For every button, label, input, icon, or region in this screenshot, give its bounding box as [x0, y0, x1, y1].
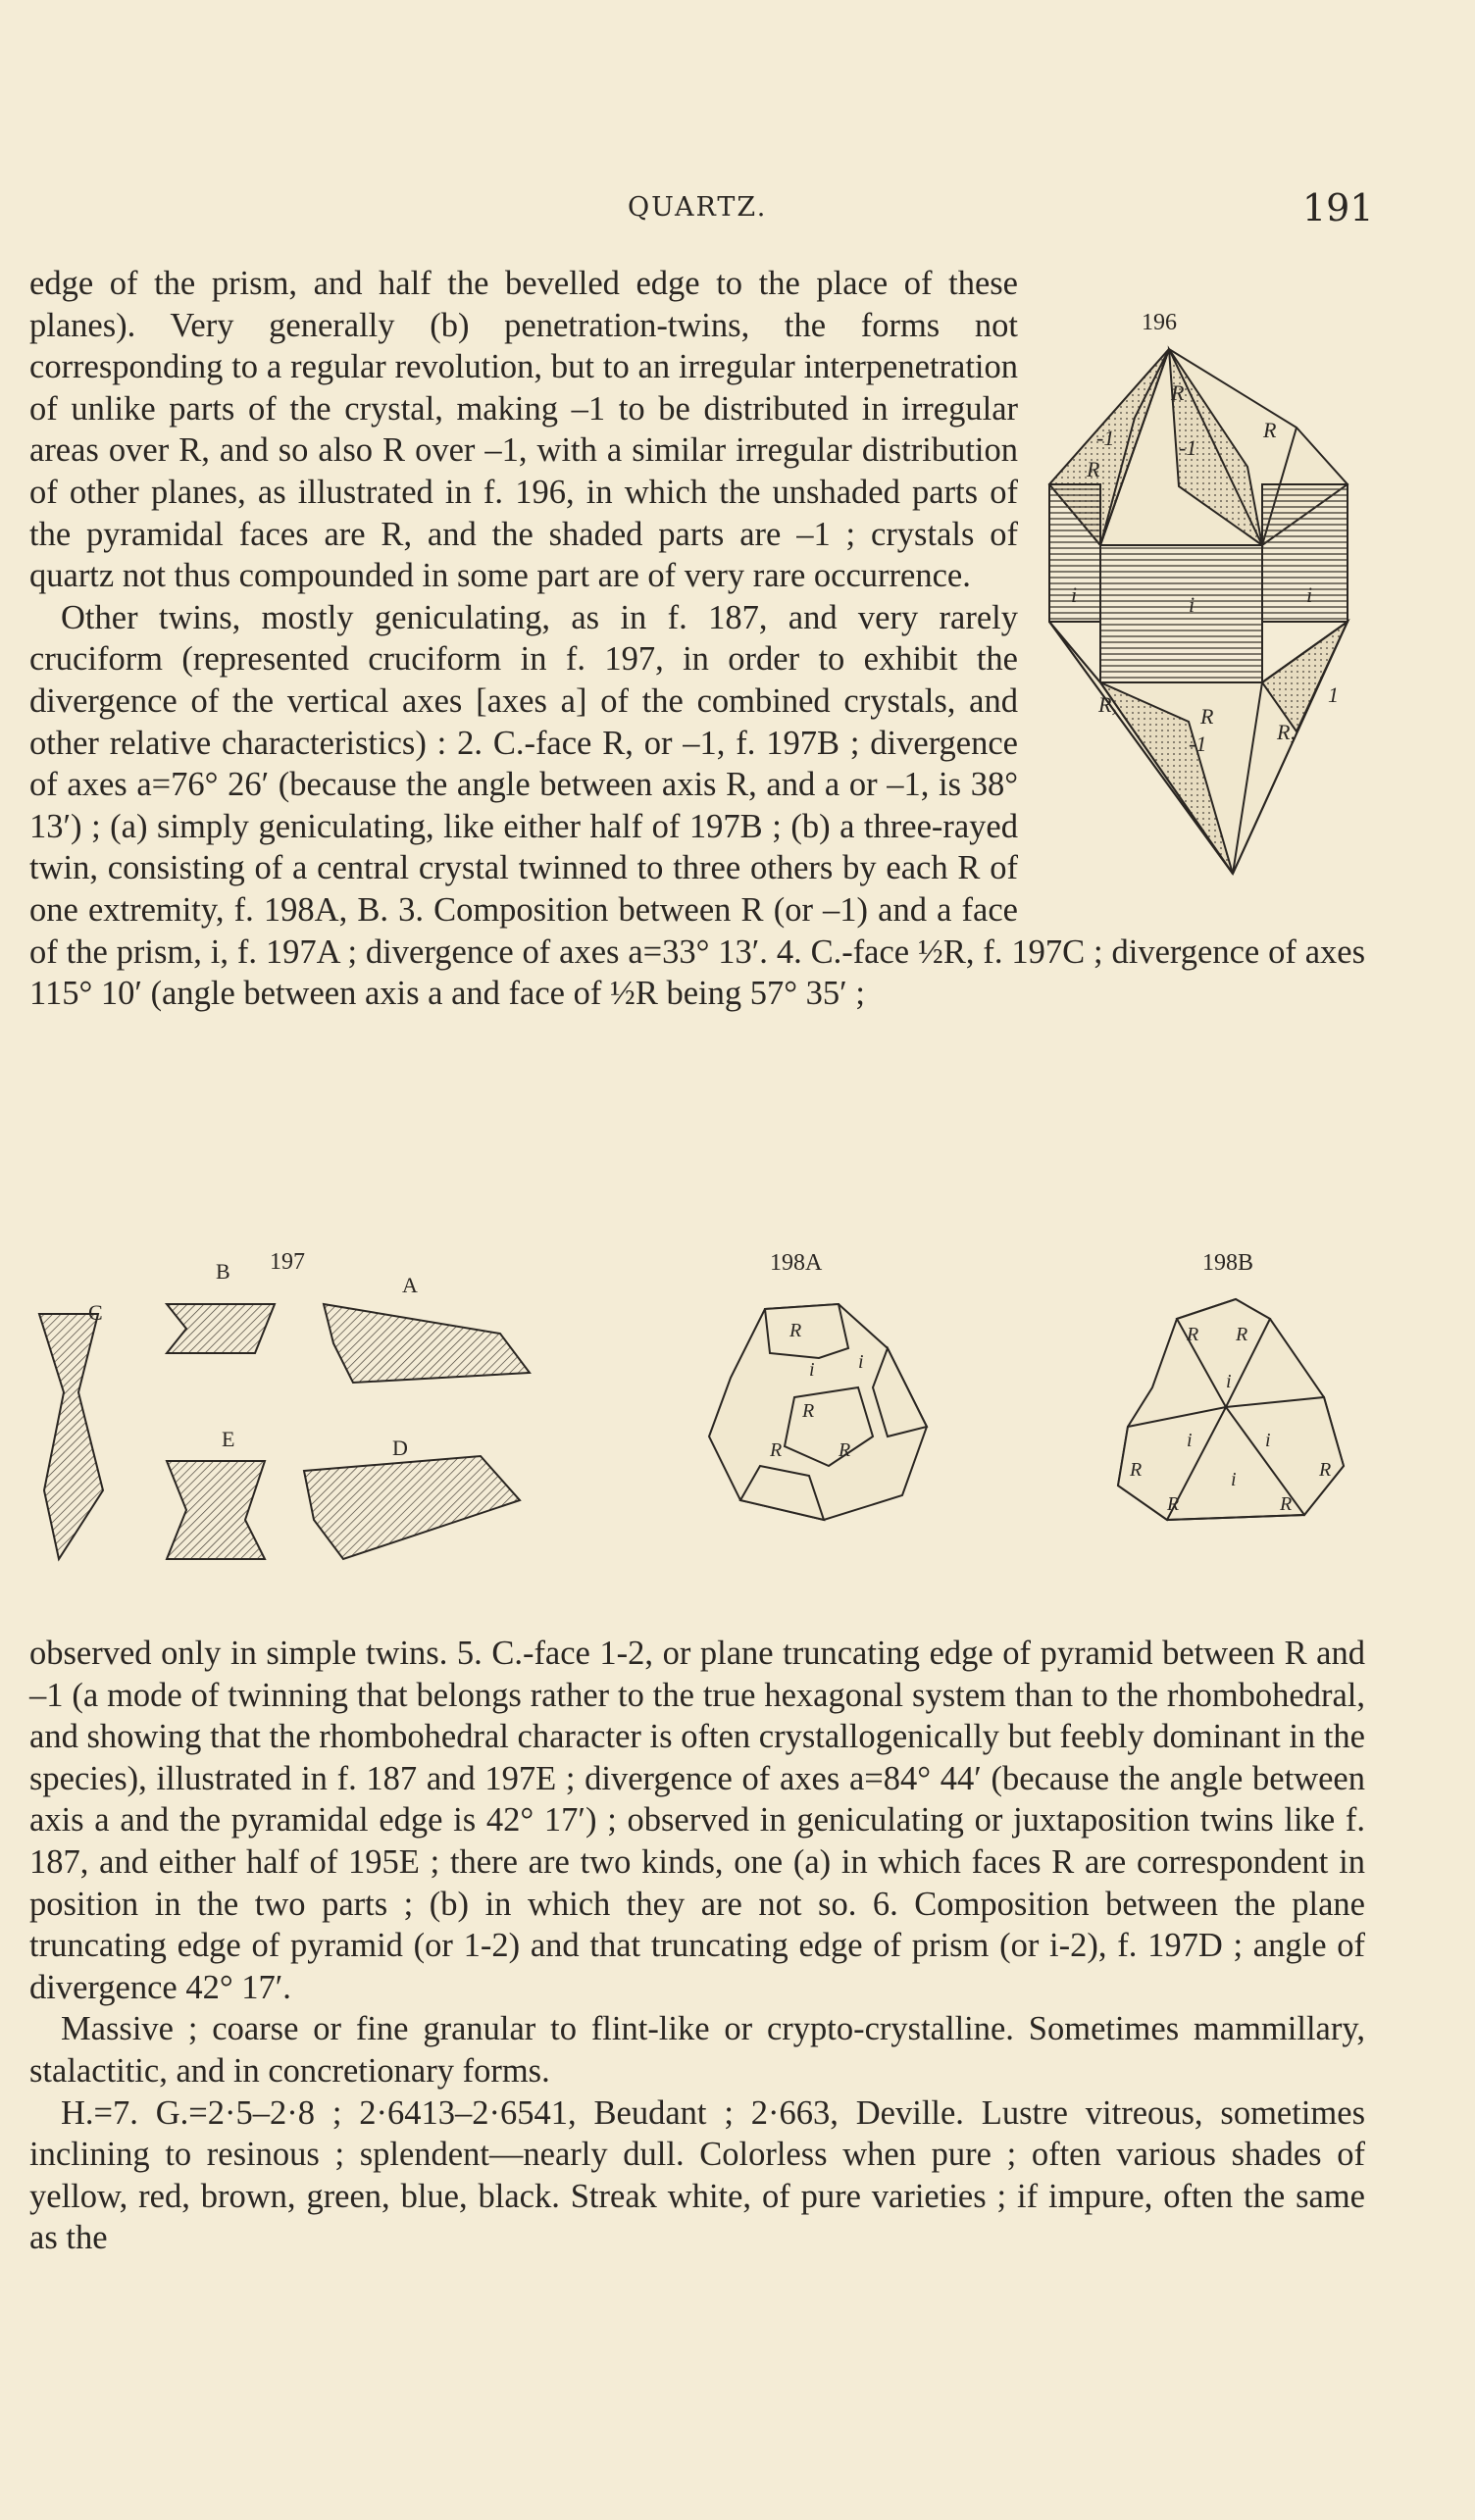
quartz-crystal-drawing: [1042, 339, 1365, 888]
fig196-label-i-left: i: [1071, 582, 1078, 607]
fig196-label-r-bottom-right: R,: [1277, 720, 1296, 744]
paragraph-simple-twins: observed only in simple twins. 5. C.-face 1-2, or plane truncating edge of pyramid between R and –1 (a mode of twinning that belongs rather to the true hexagonal system than to the rhombohedral, and showing that the rhombohedral character is often crystallogenically but feebly dominant in the species), illustrated in f. 187 and 197E ; divergence of axes a=84° 44′ (because the angle between axis a and the pyramidal edge is 42° 17′) ; observed in geniculating or juxtaposition twins like f. 187, and either half of 195E ; there are two kinds, one (a) in which faces R are correspondent in position in the two parts ; (b) in which they are not so. 6. Composition between the plane truncating edge of pyramid (or 1-2) and that truncating edge of prism (or i-2), f. 197D ; angle of divergence 42° 17′.: [29, 1635, 1365, 2006]
fig198b-label-i4: i: [1231, 1469, 1237, 1490]
fig198a-label-i1: i: [809, 1359, 815, 1381]
fig198b-label-i2: i: [1187, 1430, 1193, 1451]
fig198a-label-r3: R: [770, 1439, 783, 1461]
paragraph-penetration-twins: edge of the prism, and half the bevelled edge to the place of these planes). Very generally (b) penetration-twins, the forms not corresponding to a regular revolution, but to an irregular interpenetration of unlike parts of the crystal, making –1 to be distributed in irregular areas over R, and so also R over –1, with a similar irregular distribution of other planes, as illustrated in f. 196, in which the unshaded parts of the pyramidal faces are R, and the shaded parts are –1 ; crystals of quartz not thus compounded in some part are of very rare occurrence.: [29, 265, 1018, 595]
figure-196: [1042, 302, 1365, 890]
page-number: 191: [1302, 186, 1374, 229]
figure-197-caption: 197: [270, 1249, 305, 1275]
fig198a-label-r1: R: [789, 1320, 802, 1341]
running-header: [0, 186, 1475, 231]
fig198b-label-r5: R: [1167, 1493, 1180, 1515]
paragraph-massive: Massive ; coarse or fine granular to flint-like or crypto-crystalline. Sometimes mammillary, stalactitic, and in concretionary forms.: [29, 2010, 1365, 2090]
figure-198b: [1108, 1250, 1373, 1535]
fig198b-label-i3: i: [1265, 1430, 1271, 1451]
fig196-label-r-bottom-left: R,: [1098, 692, 1117, 717]
figure-198a-caption: 198A: [770, 1250, 823, 1276]
fig197-label-c: C: [88, 1300, 103, 1325]
fig198b-label-r1: R: [1187, 1324, 1199, 1345]
fig197-label-d: D: [392, 1436, 408, 1460]
fig197-label-a: A: [402, 1273, 418, 1297]
figure-197: [29, 1245, 579, 1579]
twin-crystal-drawings: [29, 1245, 579, 1579]
fig196-label-i-right: i: [1306, 582, 1313, 607]
fig196-label-neg1-bottom: -1: [1189, 731, 1207, 756]
fig197-label-e: E: [222, 1427, 235, 1451]
bottom-text-block: [29, 1633, 1365, 2259]
fig198b-label-r4: R: [1319, 1459, 1332, 1481]
paragraph-hardness: H.=7. G.=2·5–2·8 ; 2·6413–2·6541, Beudant ; 2·663, Deville. Lustre vitreous, sometimes inclining to resinous ; splendent—nearly dull. Colorless when pure ; often various shades of yellow, red, brown, green, blue, black. Streak white, of pure varieties ; if impure, often the same as the: [29, 2093, 1365, 2257]
fig196-label-r-top: R: [1171, 380, 1185, 405]
top-text-block: [29, 263, 1365, 1015]
fig196-label-one-right: 1: [1328, 682, 1339, 707]
fig198a-label-r2: R: [802, 1400, 815, 1422]
fig197-label-b: B: [216, 1259, 230, 1284]
three-rayed-twin-a: [701, 1280, 946, 1535]
fig198b-label-r3: R: [1130, 1459, 1143, 1481]
fig196-label-r-bottom-mid: R: [1200, 704, 1214, 729]
figure-196-caption: 196: [1142, 310, 1177, 335]
fig196-label-r-left: R: [1087, 457, 1100, 481]
fig198b-label-r6: R: [1280, 1493, 1293, 1515]
fig196-label-neg1-left: -1: [1096, 426, 1115, 450]
three-rayed-twin-b: [1108, 1280, 1373, 1535]
fig198b-label-i1: i: [1226, 1371, 1232, 1392]
paragraph-other-twins: Other twins, mostly geniculating, as in f. 187, and very rarely cruciform (represented cruciform in f. 197, in order to exhibit the divergence of the vertical axes [axes a] of the combined crystals, and other relative characteristics) : 2. C.-face R, or –1, f. 197B ; divergence of axes a=76° 26′ (because the angle between axis R, and a or –1, is 38° 13′) ; (a) simply geniculating, like either half of 197B ; (b) a three-rayed twin, consisting of a central crystal twinned to three others by each R of one extremity, f. 198A, B. 3. Composition between R (or –1) and a face of the prism, i, f. 197A ; divergence of axes a=33° 13′. 4. C.-face ½R, f. 197C ; divergence of axes 115° 10′ (angle between axis a and face of ½R being 57° 35′ ;: [29, 598, 1365, 1013]
fig198a-label-r4: R: [839, 1439, 851, 1461]
figure-198a: [701, 1250, 946, 1535]
fig196-label-neg1-center: -1: [1179, 435, 1197, 460]
figure-198b-caption: 198B: [1202, 1250, 1254, 1276]
fig196-label-r-right: R: [1263, 418, 1277, 442]
fig198b-label-r2: R: [1236, 1324, 1248, 1345]
fig198a-label-i2: i: [858, 1351, 864, 1373]
running-title: QUARTZ.: [628, 192, 768, 223]
fig196-label-i-mid: i: [1189, 592, 1195, 617]
